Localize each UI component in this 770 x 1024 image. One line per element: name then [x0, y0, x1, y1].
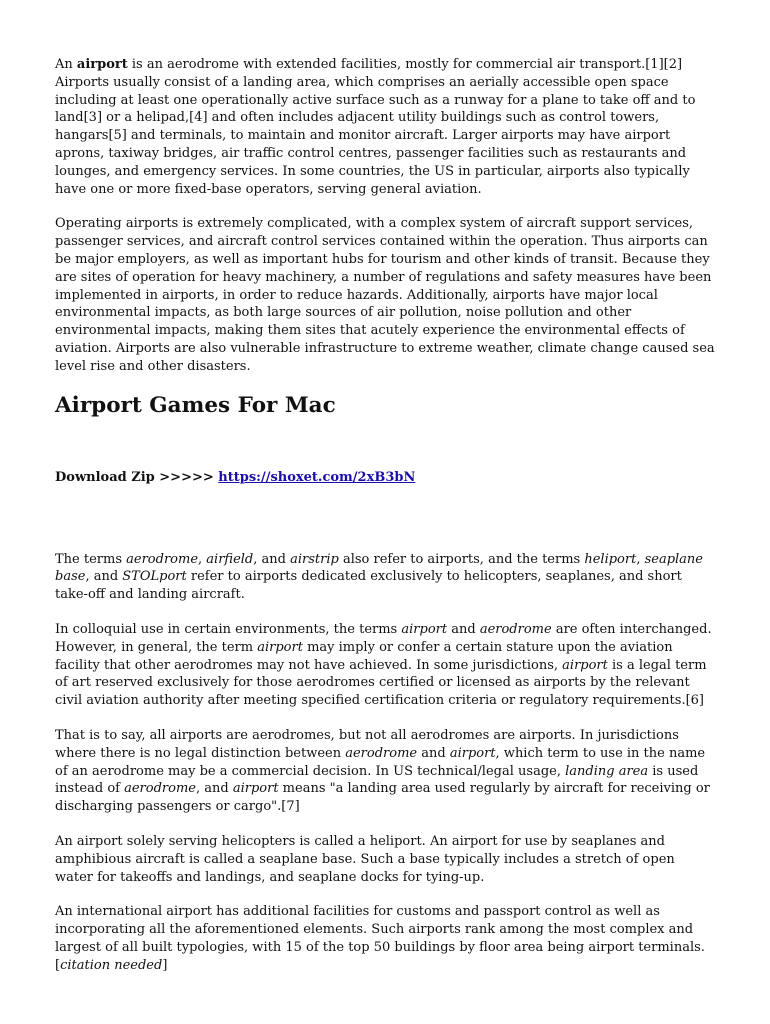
page-heading: Airport Games For Mac	[55, 392, 336, 418]
download-link[interactable]: https://shoxet.com/2xB3bN	[218, 469, 416, 485]
bold-term-airport: airport	[76, 57, 128, 72]
citation-needed-note: citation needed	[60, 957, 163, 973]
italic-term: airport	[562, 657, 608, 673]
text-run: , which term to use in the name of an aerodrome may be a commercial decision. In US technical/legal usage,	[55, 745, 706, 779]
text-run: ,	[198, 551, 207, 567]
text-run: and	[417, 745, 450, 761]
text-run: is a legal term of art reserved exclusively for those aerodromes certified or licensed as airports by the relevant civil aviation authority after meeting specified certification criteria or regulatory requirements.[6]	[55, 657, 707, 709]
text-run: and	[447, 621, 480, 637]
text-run: , and	[195, 781, 233, 797]
text-run: are often interchanged. However, in general, the term	[55, 621, 712, 655]
italic-term: airfield	[206, 551, 254, 567]
italic-term: aerodrome	[345, 745, 418, 761]
colloquial-paragraph	[55, 621, 715, 710]
text-run: An	[55, 57, 77, 72]
text-run: is used instead of	[55, 763, 699, 797]
intro-paragraph-2: Operating airports is extremely complicated, with a complex system of aircraft support services, passenger services, and aircraft control services contained within the operation. Thus airports can be major employers, as well as important hubs for tourism and other kinds of transit. Because they are sites of operation for heavy machinery, a number of regulations and safety measures have been implemented in airports, in order to reduce hazards. Additionally, airports have major local environmental impacts, as both large sources of air pollution, noise pollution and other environmental impacts, making them sites that acutely experience the environmental effects of aviation. Airports are also vulnerable infrastructure to extreme weather, climate change caused sea level rise and other disasters.	[55, 216, 715, 374]
italic-term: seaplane base	[55, 551, 703, 585]
text-run: refer to airports dedicated exclusively to helicopters, seaplanes, and short take-off and landing aircraft.	[55, 569, 682, 603]
italic-term: aerodrome	[124, 781, 196, 797]
italic-term: landing area	[565, 763, 649, 779]
text-run: ]	[162, 957, 168, 973]
italic-term: aerodrome	[126, 551, 199, 567]
text-run: also refer to airports, and the terms	[338, 551, 585, 567]
text-run: The terms	[55, 551, 127, 567]
italic-term: STOLport	[122, 569, 187, 585]
download-line	[55, 469, 715, 487]
italic-term: airport	[401, 621, 448, 637]
heliport-paragraph: An airport solely serving helicopters is called a heliport. An airport for use by seaplanes and amphibious aircraft is called a seaplane base. Such a base typically includes a stretch of open water for takeoffs and landings, and seaplane docks for tying-up.	[55, 833, 675, 885]
text-run: That is to say, all airports are aerodromes, but not all aerodromes are airports. In jurisdictions where there is no legal distinction between	[55, 727, 679, 761]
italic-term: airport	[232, 781, 279, 797]
text-run: , and	[85, 569, 123, 585]
text-run: ,	[636, 551, 645, 567]
italic-term: airstrip	[290, 551, 339, 567]
blank-spacer	[55, 487, 715, 551]
text-run: In colloquial use in certain environments, the terms	[55, 621, 402, 637]
text-run: means "a landing area used regularly by aircraft for receiving or discharging passengers or cargo".[7]	[55, 781, 710, 815]
text-run: may imply or confer a certain stature upon the aviation facility that other aerodromes may not have achieved. In some jurisdictions,	[55, 639, 673, 673]
italic-term: airport	[449, 745, 496, 761]
text-run: An international airport has additional facilities for customs and passport control as well as incorporating all the aforementioned elements. Such airports rank among the most complex and largest of all built typologies, with 15 of the top 50 buildings by floor area being airport terminals.[	[55, 904, 705, 973]
text-run: is an aerodrome with extended facilities, mostly for commercial air transport.[1][2] Airports usually consist of a landing area, which comprises an aerially accessible open space including at least one operationally active surface such as a runway for a plane to take off and to land[3] or a helipad,[4] and often includes adjacent utility buildings such as control towers, hangars[5] and terminals, to maintain and monitor aircraft. Larger airports may have airport aprons, taxiway bridges, air traffic control centres, passenger facilities such as restaurants and lounges, and emergency services. In some countries, the US in particular, airports also typically have one or more fixed-base operators, serving general aviation.	[55, 57, 696, 197]
text-run: , and	[253, 551, 291, 567]
terms-paragraph	[55, 551, 715, 604]
distinction-paragraph	[55, 727, 715, 816]
international-paragraph	[55, 903, 715, 974]
italic-term: aerodrome	[479, 621, 552, 637]
download-label: Download Zip >>>>>	[55, 469, 219, 485]
italic-term: airport	[257, 639, 303, 655]
intro-paragraph-1	[55, 56, 715, 198]
italic-term: heliport	[584, 551, 637, 567]
